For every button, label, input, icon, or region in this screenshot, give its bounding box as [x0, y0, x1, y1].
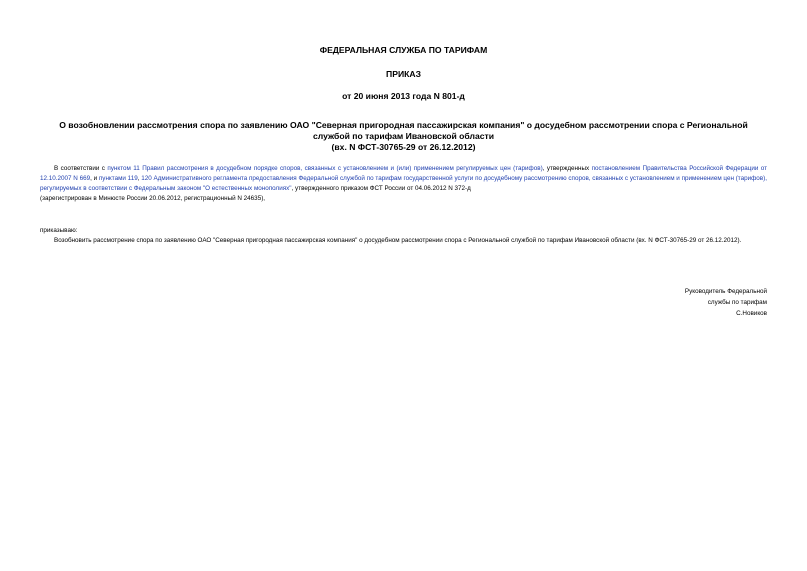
- signature-line-2: службы по тарифам: [707, 299, 767, 306]
- preamble-text-3: , утвержденных: [542, 165, 592, 172]
- title-line-1: О возобновлении рассмотрения спора по заявлению ОАО "Северная пригородная пассажирская компания" о досудебном рассмотрении спора с Региональной: [59, 120, 748, 130]
- title-line-3: (вх. N ФСТ-30765-29 от 26.12.2012): [331, 142, 476, 152]
- document-date-number: от 20 июня 2013 года N 801-д: [342, 91, 465, 101]
- link-point-120[interactable]: 120: [141, 175, 152, 182]
- ordered-label: приказываю:: [40, 227, 78, 234]
- document-type: ПРИКАЗ: [386, 69, 421, 79]
- link-points-119[interactable]: пунктами 119: [98, 175, 138, 182]
- preamble-registration: (зарегистрирован в Минюсте России 20.06.2012, регистрационный N 24635),: [40, 195, 266, 202]
- preamble-text-1: В соответствии с: [54, 165, 108, 172]
- signature-block: [685, 286, 767, 319]
- preamble-paragraph: [40, 164, 767, 204]
- signature-line-1: Руководитель Федеральной: [684, 288, 767, 295]
- signature-name: С.Новиков: [736, 310, 767, 317]
- link-dispute-rules[interactable]: Правил рассмотрения в досудебном порядке споров, связанных с установлением и (или) применением регулируемых цен (тарифов): [142, 165, 543, 172]
- preamble-text-7: , утвержденного приказом ФСТ России от 04.06.2012 N 372-д: [291, 185, 471, 192]
- preamble-text-4: , и: [90, 175, 99, 182]
- link-government-decree[interactable]: постановлением Правительства Российской Федерации от 12.10.2007 N 669: [40, 165, 768, 182]
- agency-name: ФЕДЕРАЛЬНАЯ СЛУЖБА ПО ТАРИФАМ: [319, 45, 488, 55]
- link-administrative-regulation[interactable]: Административного регламента предоставления Федеральной службой по тарифам государственной услуги по досудебному рассмотрению споров, связанных с установлением и применением цен (тарифов), регулируемых в соответствии с Федеральным законом "О естественных монополиях": [40, 175, 767, 192]
- document-title: [40, 120, 767, 153]
- title-line-2: службой по тарифам Ивановской области: [312, 131, 495, 141]
- link-point-11[interactable]: пунктом 11: [107, 165, 140, 172]
- preamble-text-5: ,: [137, 175, 142, 182]
- order-paragraph: Возобновить рассмотрение спора по заявлению ОАО "Северная пригородная пассажирская компания" о досудебном рассмотрении спора с Региональной службой по тарифам Ивановской области (вх. N ФСТ-30765-29 от 26.12.2012).: [54, 237, 742, 244]
